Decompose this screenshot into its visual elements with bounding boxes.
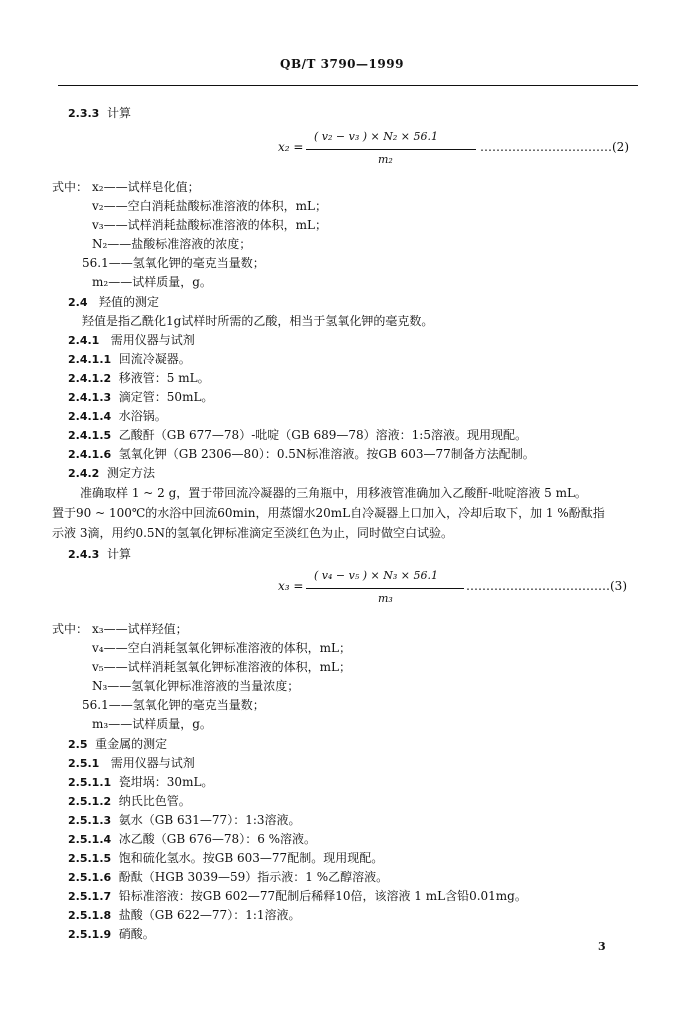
where-item: v₄——空白消耗氢氧化钾标准溶液的体积，mL； bbox=[92, 641, 351, 655]
list-item bbox=[68, 906, 301, 923]
section-title: 需用仪器与试剂 bbox=[110, 756, 195, 770]
where-item: m₂——试样质量，g。 bbox=[92, 275, 212, 289]
item-text: 氨水（GB 631—77）：1:3溶液。 bbox=[118, 813, 301, 827]
procedure-line: 准确取样 1 ~ 2 g，置于带回流冷凝器的三角瓶中，用移液管准确加入乙酸酐-吡啶溶液 5 mL。 bbox=[80, 486, 587, 500]
where-item: 56.1——氢氧化钾的毫克当量数； bbox=[82, 698, 265, 712]
section-number: 2.5.1 bbox=[68, 757, 100, 770]
definition-text: 羟值是指乙酰化1g试样时所需的乙酸，相当于氢氧化钾的毫克数。 bbox=[82, 314, 434, 328]
item-text: 乙酸酐（GB 677—78）-吡啶（GB 689—78）溶液：1:5溶液。现用现配。 bbox=[118, 428, 527, 442]
section-title: 羟值的测定 bbox=[98, 295, 159, 309]
where-item: v₅——试样消耗氢氧化钾标准溶液的体积，mL； bbox=[92, 660, 351, 674]
fraction-bar bbox=[306, 149, 476, 150]
item-number: 2.5.1.2 bbox=[68, 795, 112, 808]
section-heading-2-4-2 bbox=[68, 464, 155, 481]
list-item bbox=[68, 350, 191, 367]
list-item bbox=[68, 792, 191, 809]
item-number: 2.5.1.8 bbox=[68, 909, 112, 922]
item-number: 2.4.1.4 bbox=[68, 410, 112, 423]
where-item: v₂——空白消耗盐酸标准溶液的体积，mL； bbox=[92, 199, 327, 213]
item-number: 2.4.1.5 bbox=[68, 429, 112, 442]
where-item: N₃——氢氧化钾标准溶液的当量浓度； bbox=[92, 679, 300, 693]
list-item bbox=[68, 811, 301, 828]
item-text: 酚酞（HGB 3039—59）指示液：1 %乙醇溶液。 bbox=[118, 870, 389, 884]
equation-numerator: ( v₂ − v₃ ) × N₂ × 56.1 bbox=[314, 130, 438, 143]
item-text: 饱和硫化氢水。按GB 603—77配制。现用现配。 bbox=[118, 851, 384, 865]
list-item bbox=[68, 925, 155, 942]
standard-code: QB/T 3790—1999 bbox=[280, 57, 404, 71]
item-text: 滴定管：50mL。 bbox=[118, 390, 214, 404]
section-number: 2.4.1 bbox=[68, 334, 100, 347]
list-item bbox=[68, 369, 210, 386]
item-number: 2.4.1.2 bbox=[68, 372, 112, 385]
where-item: N₂——盐酸标准溶液的浓度； bbox=[92, 237, 252, 251]
section-number: 2.3.3 bbox=[68, 107, 100, 120]
equation-denominator: m₂ bbox=[378, 153, 393, 166]
where-item: 56.1——氢氧化钾的毫克当量数； bbox=[82, 256, 265, 270]
section-number: 2.5 bbox=[68, 738, 88, 751]
where-item: x₃——试样羟值； bbox=[92, 622, 188, 636]
page-number: 3 bbox=[598, 940, 606, 953]
item-number: 2.5.1.9 bbox=[68, 928, 112, 941]
equation-lhs: x₃ = bbox=[278, 579, 304, 593]
section-number: 2.4.2 bbox=[68, 467, 100, 480]
section-heading-2-4 bbox=[68, 293, 159, 310]
section-title: 测定方法 bbox=[106, 466, 155, 480]
where-item: m₃——试样质量，g。 bbox=[92, 717, 212, 731]
list-item bbox=[68, 887, 527, 904]
item-number: 2.5.1.5 bbox=[68, 852, 112, 865]
item-text: 水浴锅。 bbox=[118, 409, 167, 423]
section-heading-2-5-1 bbox=[68, 754, 195, 771]
section-number: 2.4 bbox=[68, 296, 88, 309]
equation-tag: ……………………………(2) bbox=[480, 140, 629, 154]
where-intro: 式中： bbox=[52, 622, 89, 636]
item-text: 冰乙酸（GB 676—78）：6 %溶液。 bbox=[118, 832, 317, 846]
item-text: 氢氧化钾（GB 2306—80）：0.5N标准溶液。按GB 603—77制备方法配制。 bbox=[118, 447, 535, 461]
list-item bbox=[68, 830, 316, 847]
item-text: 纳氏比色管。 bbox=[118, 794, 191, 808]
item-text: 瓷坩埚：30mL。 bbox=[118, 775, 214, 789]
section-heading-2-4-1 bbox=[68, 331, 195, 348]
item-number: 2.5.1.6 bbox=[68, 871, 112, 884]
section-title: 计算 bbox=[106, 106, 131, 120]
section-heading-2-3-3 bbox=[68, 104, 131, 121]
equation-denominator: m₃ bbox=[378, 592, 393, 605]
item-text: 回流冷凝器。 bbox=[118, 352, 191, 366]
item-number: 2.5.1.3 bbox=[68, 814, 112, 827]
item-number: 2.5.1.1 bbox=[68, 776, 112, 789]
equation-numerator: ( v₄ − v₅ ) × N₃ × 56.1 bbox=[314, 569, 438, 582]
procedure-line: 示液 3滴，用约0.5N的氢氧化钾标准滴定至淡红色为止，同时做空白试验。 bbox=[52, 526, 454, 540]
equation-tag: ………………………………(3) bbox=[466, 579, 627, 593]
fraction-bar bbox=[306, 588, 464, 589]
item-text: 铅标准溶液：按GB 602—77配制后稀释10倍，该溶液 1 mL含铅0.01mg。 bbox=[118, 889, 527, 903]
section-title: 计算 bbox=[106, 547, 131, 561]
section-heading-2-5 bbox=[68, 735, 167, 752]
equation-lhs: x₂ = bbox=[278, 140, 304, 154]
item-number: 2.4.1.1 bbox=[68, 353, 112, 366]
list-item bbox=[68, 773, 213, 790]
list-item bbox=[68, 388, 213, 405]
list-item bbox=[68, 407, 167, 424]
where-item: v₃——试样消耗盐酸标准溶液的体积，mL； bbox=[92, 218, 327, 232]
item-number: 2.4.1.3 bbox=[68, 391, 112, 404]
section-title: 需用仪器与试剂 bbox=[110, 333, 195, 347]
item-number: 2.5.1.4 bbox=[68, 833, 112, 846]
header-rule bbox=[58, 85, 638, 86]
item-text: 硝酸。 bbox=[118, 927, 155, 941]
where-item: x₂——试样皂化值； bbox=[92, 180, 200, 194]
item-text: 盐酸（GB 622—77）：1:1溶液。 bbox=[118, 908, 301, 922]
list-item bbox=[68, 426, 527, 443]
procedure-line: 置于90 ~ 100℃的水浴中回流60min，用蒸馏水20mL自冷凝器上口加入，冷却后取下，加 1 %酚酞指 bbox=[52, 506, 605, 520]
item-number: 2.5.1.7 bbox=[68, 890, 112, 903]
list-item bbox=[68, 849, 383, 866]
section-title: 重金属的测定 bbox=[95, 737, 168, 751]
item-text: 移液管：5 mL。 bbox=[118, 371, 210, 385]
section-number: 2.4.3 bbox=[68, 548, 100, 561]
list-item bbox=[68, 445, 535, 462]
item-number: 2.4.1.6 bbox=[68, 448, 112, 461]
where-intro: 式中： bbox=[52, 180, 89, 194]
section-heading-2-4-3 bbox=[68, 545, 131, 562]
list-item bbox=[68, 868, 388, 885]
